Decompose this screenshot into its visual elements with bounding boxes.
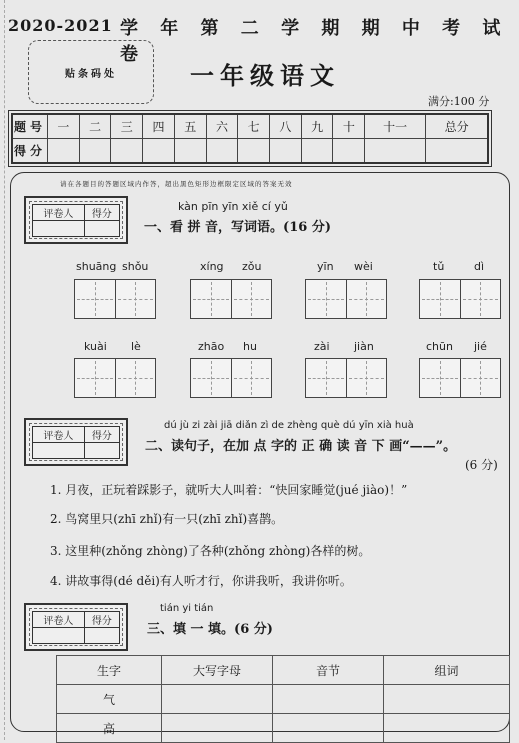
score-cell[interactable] bbox=[333, 139, 365, 164]
answer-cell[interactable] bbox=[162, 714, 273, 743]
section2-pinyin: dú jù zi zài jiā diǎn zì de zhèng què dú yīn xià huà bbox=[164, 420, 414, 431]
score-table bbox=[11, 113, 489, 164]
word-pinyin: shǒu bbox=[122, 260, 149, 273]
word-pinyin: dì bbox=[474, 260, 485, 273]
column-header: 总分 bbox=[426, 114, 488, 139]
writing-grid[interactable] bbox=[190, 279, 272, 319]
score-cell[interactable] bbox=[84, 628, 119, 644]
column-header: 八 bbox=[270, 114, 302, 139]
column-header: 二 bbox=[79, 114, 111, 139]
word-pinyin: jié bbox=[474, 340, 487, 353]
answer-cell[interactable] bbox=[273, 685, 384, 714]
grader-box bbox=[24, 418, 128, 466]
column-header: 生字 bbox=[57, 656, 162, 685]
section3-title: 三、填 一 填。(6 分) bbox=[147, 622, 273, 637]
word-pinyin: chūn bbox=[426, 340, 453, 353]
section2-score: (6 分) bbox=[465, 458, 498, 472]
school-year: 2020-2021 bbox=[8, 16, 113, 35]
writing-grid[interactable] bbox=[74, 279, 156, 319]
word-pinyin: zhāo bbox=[198, 340, 225, 353]
column-header: 大写字母 bbox=[162, 656, 273, 685]
writing-grid[interactable] bbox=[419, 358, 501, 398]
grader-label: 评卷人 bbox=[33, 612, 85, 628]
column-header: 五 bbox=[174, 114, 206, 139]
column-header: 四 bbox=[143, 114, 175, 139]
section1-pinyin: kàn pīn yīn xiě cí yǔ bbox=[178, 200, 288, 213]
score-cell[interactable] bbox=[174, 139, 206, 164]
word-pinyin: lè bbox=[131, 340, 141, 353]
column-header: 十一 bbox=[365, 114, 426, 139]
sentence-3: 3. 这里种(zhǒng zhòng)了各种(zhǒng zhòng)各样的树。 bbox=[50, 544, 371, 558]
table-row bbox=[57, 685, 510, 714]
answer-cell[interactable] bbox=[384, 714, 510, 743]
score-cell[interactable] bbox=[84, 443, 119, 459]
sentence-2: 2. 鸟窝里只(zhī zhǐ)有一只(zhī zhǐ)喜鹊。 bbox=[50, 512, 284, 526]
table-header-row bbox=[57, 656, 510, 685]
table-row bbox=[57, 714, 510, 743]
score-label: 得分 bbox=[84, 427, 119, 443]
grade-subject-title: 一年级语文 bbox=[190, 61, 340, 90]
binding-line bbox=[4, 0, 6, 740]
column-header: 一 bbox=[48, 114, 80, 139]
writing-grid[interactable] bbox=[305, 279, 387, 319]
word-pinyin: hu bbox=[243, 340, 257, 353]
grader-cell[interactable] bbox=[33, 443, 85, 459]
grader-box bbox=[24, 603, 128, 651]
answer-cell[interactable] bbox=[162, 685, 273, 714]
word-pinyin: jiàn bbox=[354, 340, 374, 353]
sentence-4: 4. 讲故事得(dé děi)有人听才行，你讲我听，我讲你听。 bbox=[50, 574, 352, 588]
fill-table bbox=[56, 655, 510, 743]
character-cell: 高 bbox=[57, 714, 162, 743]
writing-grid[interactable] bbox=[190, 358, 272, 398]
row-label: 题号 bbox=[12, 114, 48, 139]
word-pinyin: zài bbox=[314, 340, 330, 353]
answer-notice: 请在各题目的答题区域内作答，超出黑色矩形边框限定区域的答案无效 bbox=[60, 180, 293, 188]
score-cell[interactable] bbox=[206, 139, 238, 164]
exam-title: 学 年 第 二 学 期 期 中 考 试 卷 bbox=[120, 18, 509, 65]
column-header: 七 bbox=[238, 114, 270, 139]
word-pinyin: zǒu bbox=[242, 260, 262, 273]
writing-grid[interactable] bbox=[305, 358, 387, 398]
word-pinyin: yīn bbox=[317, 260, 334, 273]
full-score: 满分:100 分 bbox=[428, 95, 490, 108]
grader-cell[interactable] bbox=[33, 628, 85, 644]
grader-label: 评卷人 bbox=[33, 427, 85, 443]
score-cell[interactable] bbox=[270, 139, 302, 164]
column-header: 三 bbox=[111, 114, 143, 139]
section1-title: 一、看 拼 音，写词语。(16 分) bbox=[144, 220, 331, 235]
score-cell[interactable] bbox=[301, 139, 333, 164]
word-pinyin: xíng bbox=[200, 260, 224, 273]
word-pinyin: wèi bbox=[354, 260, 373, 273]
score-label: 得分 bbox=[84, 612, 119, 628]
section2-title: 二、读句子，在加 点 字的 正 确 读 音 下 画“——”。 bbox=[145, 439, 457, 454]
question-number-row bbox=[12, 114, 488, 139]
sentence-1: 1. 月夜，正玩着踩影子，就听大人叫着：“快回家睡觉(jué jiào)！” bbox=[50, 483, 408, 497]
score-cell[interactable] bbox=[79, 139, 111, 164]
word-pinyin: kuài bbox=[84, 340, 107, 353]
column-header: 九 bbox=[301, 114, 333, 139]
score-cell[interactable] bbox=[238, 139, 270, 164]
column-header: 音节 bbox=[273, 656, 384, 685]
writing-grid[interactable] bbox=[419, 279, 501, 319]
grader-label: 评卷人 bbox=[33, 205, 85, 221]
column-header: 组词 bbox=[384, 656, 510, 685]
answer-cell[interactable] bbox=[384, 685, 510, 714]
score-label: 得分 bbox=[84, 205, 119, 221]
character-cell: 气 bbox=[57, 685, 162, 714]
word-pinyin: tǔ bbox=[433, 260, 445, 273]
section3-pinyin: tián yi tián bbox=[160, 603, 214, 614]
score-row bbox=[12, 139, 488, 164]
score-cell[interactable] bbox=[111, 139, 143, 164]
answer-cell[interactable] bbox=[273, 714, 384, 743]
barcode-area: 贴条码处 bbox=[28, 40, 154, 104]
grader-box bbox=[24, 196, 128, 244]
grader-cell[interactable] bbox=[33, 221, 85, 237]
writing-grid[interactable] bbox=[74, 358, 156, 398]
column-header: 六 bbox=[206, 114, 238, 139]
score-cell[interactable] bbox=[48, 139, 80, 164]
score-cell[interactable] bbox=[426, 139, 488, 164]
row-label: 得分 bbox=[12, 139, 48, 164]
word-pinyin: shuāng bbox=[76, 260, 117, 273]
score-cell[interactable] bbox=[143, 139, 175, 164]
score-cell[interactable] bbox=[84, 221, 119, 237]
column-header: 十 bbox=[333, 114, 365, 139]
score-cell[interactable] bbox=[365, 139, 426, 164]
